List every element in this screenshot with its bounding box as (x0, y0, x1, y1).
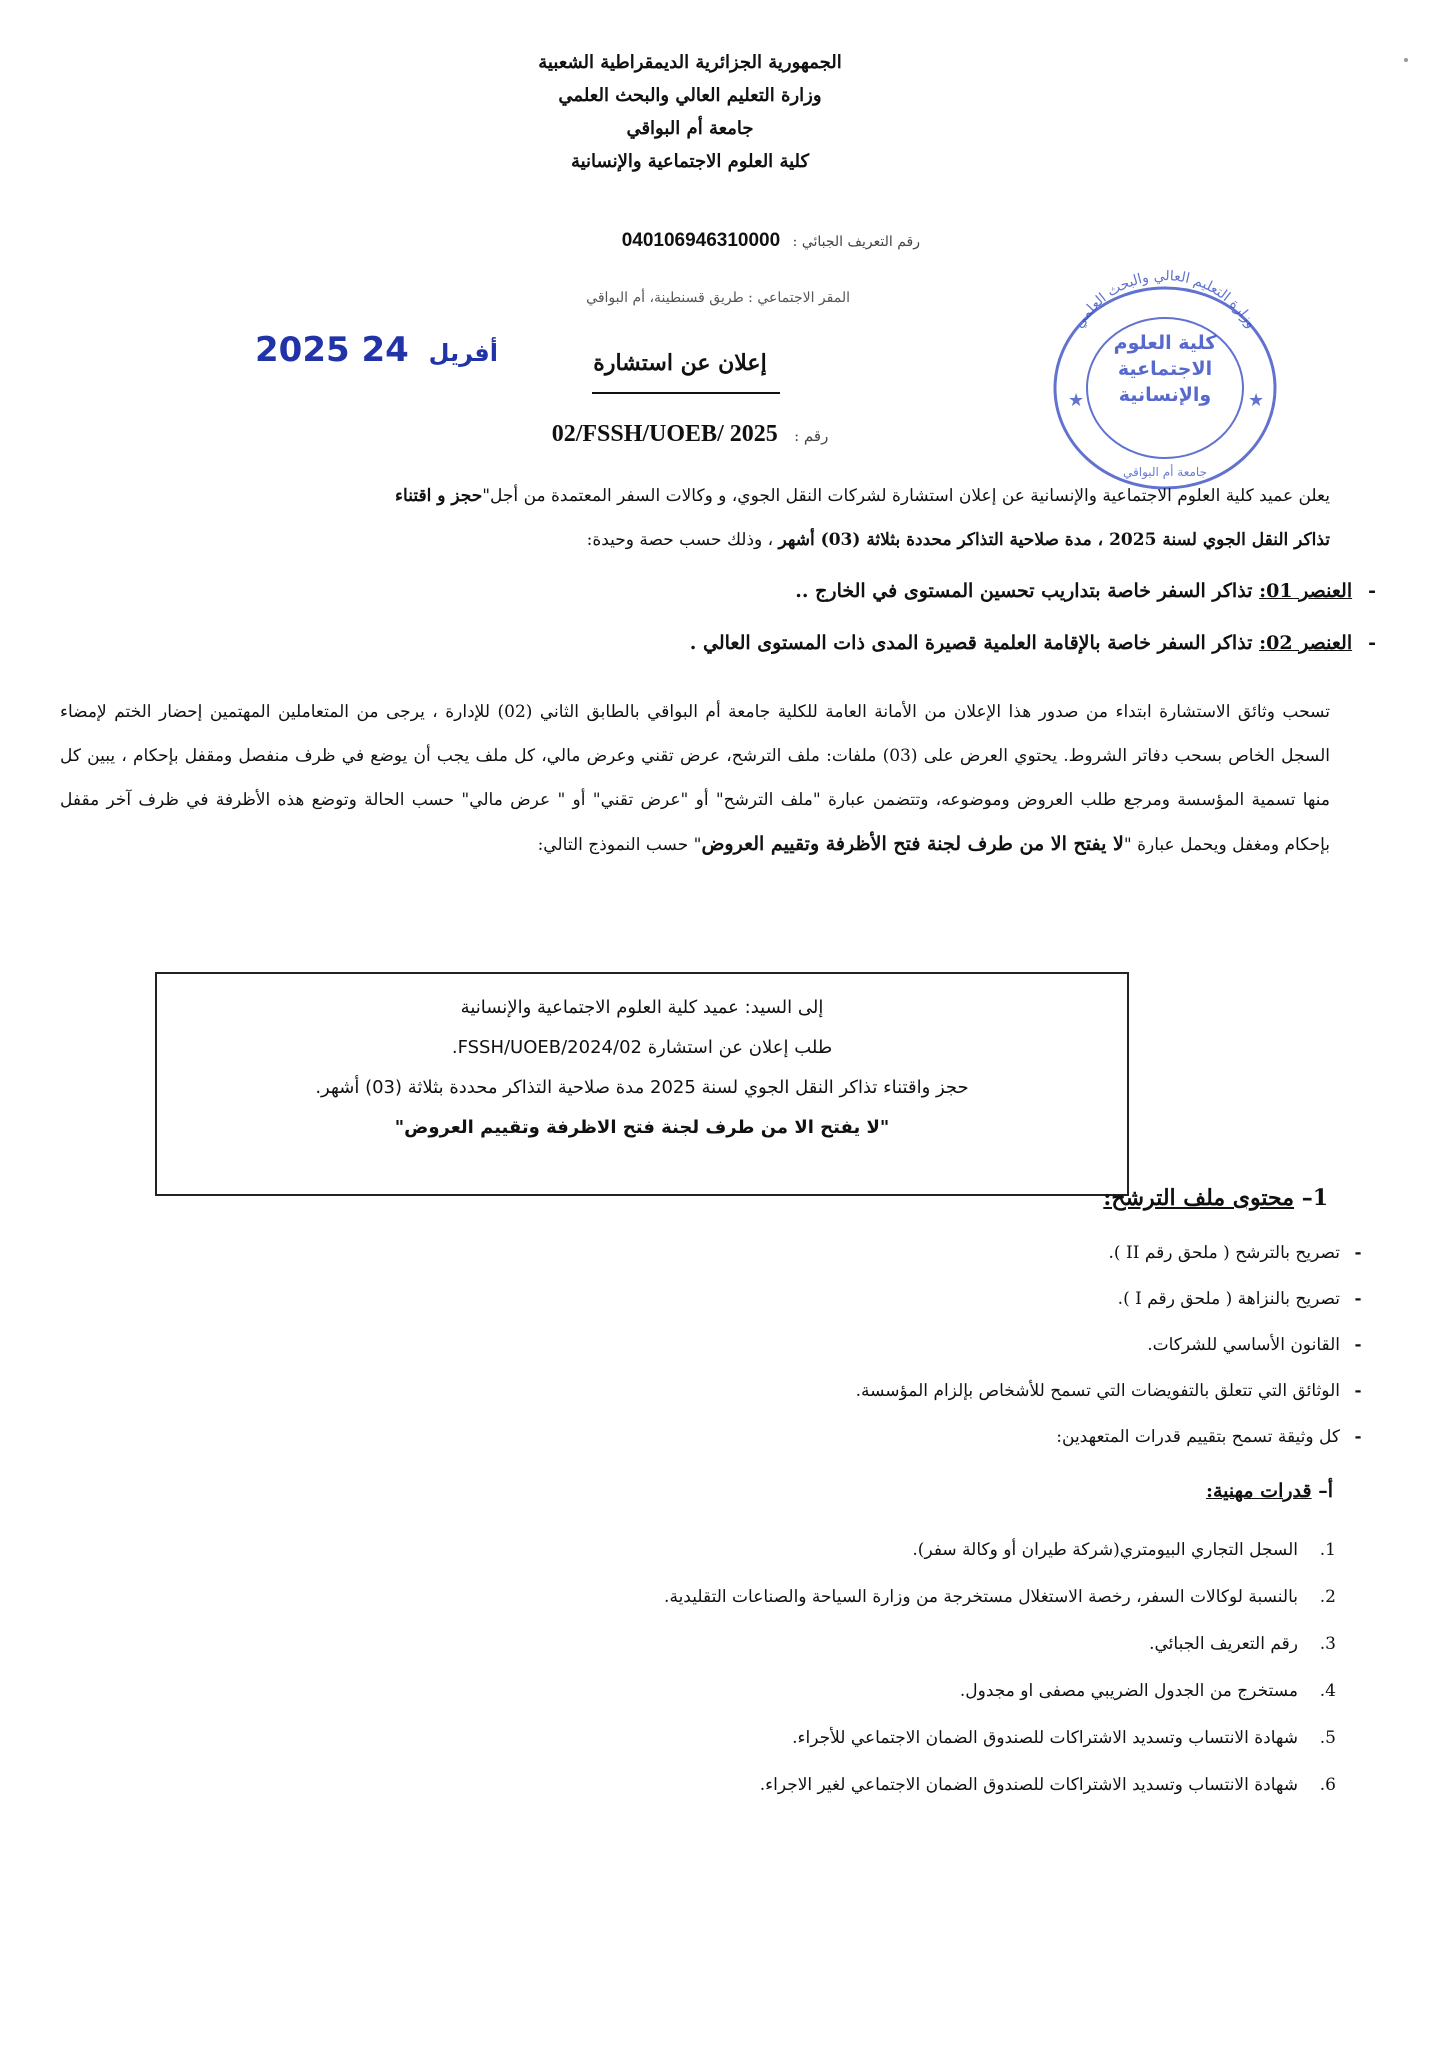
intro-bold: تذاكر النقل الجوي لسنة 2025 ، مدة صلاحية التذاكر محددة بثلاثة (03) أشهر (778, 530, 1330, 550)
tax-id-line (500, 230, 920, 252)
numbered-item: 2.بالنسبة لوكالات السفر، رخصة الاستغلال مستخرجة من وزارة السياحة والصناعات التقليدية. (664, 1587, 1336, 1607)
lot-label: العنصر 01: (1259, 580, 1353, 602)
section-number: 1– (1301, 1185, 1328, 1211)
svg-text:★: ★ (1068, 390, 1085, 411)
envelope-warning: "لا يفتح الا من طرف لجنة فتح الاظرفة وتقييم العروض" (394, 1117, 890, 1138)
scan-speck (1404, 58, 1408, 62)
title-underline (592, 392, 780, 394)
date-year: 2025 (255, 330, 350, 370)
envelope-subject: حجز واقتناء تذاكر النقل الجوي لسنة 2025 مدة صلاحية التذاكر محددة بثلاثة (03) أشهر. (315, 1077, 969, 1098)
svg-text:وزارة التعليم العالي والبحث ال (1071, 270, 1259, 331)
subsection-title: قدرات مهنية: (1205, 1480, 1312, 1502)
headquarters-line: المقر الاجتماعي : طريق قسنطينة، أم البواقي (586, 290, 850, 306)
stamp-bottom-text: جامعة أم البواقي (1123, 465, 1207, 479)
professional-capacity-list (136, 1527, 1336, 1809)
numbered-item: 1.السجل التجاري البيومتري(شركة طيران أو وكالة سفر). (912, 1540, 1336, 1560)
section-title: محتوى ملف الترشح: (1103, 1185, 1295, 1211)
list-item: -تصريح بالنزاهة ( ملحق رقم I ). (1117, 1289, 1362, 1309)
lot-item: -العنصر 01: تذاكر السفر خاصة بتداريب تحسين المستوى في الخارج .. (795, 580, 1376, 602)
numbered-item: 3.رقم التعريف الجبائي. (1149, 1634, 1336, 1654)
intro-text: ، وذلك حسب حصة وحيدة: (586, 530, 774, 550)
intro-bold: حجز و اقتناء (395, 486, 483, 506)
date-month: أفريل (428, 339, 498, 367)
reference-label: رقم : (794, 427, 829, 445)
candidacy-file-list (126, 1230, 1376, 1460)
letterhead-line: جامعة أم البواقي (626, 118, 754, 139)
stamp-inner-text: كلية العلوم الاجتماعية والإنسانية (1113, 332, 1217, 406)
official-stamp (1040, 270, 1290, 500)
envelope-model-box (155, 972, 1129, 1196)
lot-label: العنصر 02: (1259, 632, 1353, 654)
list-item: -القانون الأساسي للشركات. (1147, 1335, 1362, 1355)
lot-text: تذاكر السفر خاصة بتداريب تحسين المستوى في الخارج .. (795, 580, 1253, 602)
intro-text: يعلن عميد كلية العلوم الاجتماعية والإنسانية عن إعلان استشارة لشركات النقل الجوي، و وكالات السفر المعتمدة من أجل" (482, 486, 1330, 506)
numbered-item: 6.شهادة الانتساب وتسديد الاشتراكات للصندوق الضمان الاجتماعي لغير الاجراء. (759, 1775, 1336, 1795)
page-title: إعلان عن استشارة (593, 350, 767, 376)
letterhead-line: وزارة التعليم العالي والبحث العلمي (558, 85, 822, 106)
intro-line-1 (60, 484, 1330, 508)
instructions-end: " حسب النموذج التالي: (537, 835, 702, 855)
envelope-to: إلى السيد: عميد كلية العلوم الاجتماعية والإنسانية (460, 997, 824, 1018)
instructions-bold: لا يفتح الا من طرف لجنة فتح الأظرفة وتقييم العروض (701, 833, 1124, 855)
lot-text: تذاكر السفر خاصة بالإقامة العلمية قصيرة المدى ذات المستوى العالي . (689, 632, 1253, 654)
subsection-heading (1206, 1480, 1333, 1502)
reference-line (490, 418, 890, 448)
envelope-request: طلب إعلان عن استشارة 02/FSSH/UOEB/2024. (451, 1037, 833, 1058)
date-day: 24 (361, 330, 409, 370)
lot-item: -العنصر 02: تذاكر السفر خاصة بالإقامة العلمية قصيرة المدى ذات المستوى العالي . (689, 632, 1376, 654)
subsection-letter: أ– (1318, 1480, 1333, 1502)
numbered-item: 5.شهادة الانتساب وتسديد الاشتراكات للصندوق الضمان الاجتماعي للأجراء. (792, 1728, 1336, 1748)
section-heading (1103, 1185, 1328, 1211)
instructions-text: تسحب وثائق الاستشارة ابتداء من صدور هذا الإعلان من الأمانة العامة للكلية جامعة أم البواقي بالطابق الثاني (02) للإدارة ، يرجى من المتعاملين المهتمين إحضار الختم لإمضاء السجل الخاص بسحب دفاتر الشروط. يحتوي العرض على (03) ملفات: ملف الترشح، عرض تقني وعرض مالي، كل ملف يجب أن يوضع في ظرف منفصل ومقفل بإحكام ، يبين كل منها تسمية المؤسسة ومرجع طلب العروض وموضوعه، وتتضمن عبارة "ملف الترشح" أو "عرض تقني" أو " عرض مالي" حسب الحالة وتوضع هذه الأظرفة في ظرف آخر مقفل بإحكام ومغفل ويحمل عبارة " (60, 702, 1330, 855)
reference-code: 02/FSSH/UOEB/ 2025 (551, 421, 778, 447)
intro-line-2 (60, 528, 1330, 552)
letterhead-line: الجمهورية الجزائرية الديمقراطية الشعبية (538, 52, 842, 73)
letterhead-line: كلية العلوم الاجتماعية والإنسانية (570, 151, 810, 172)
list-item: -الوثائق التي تتعلق بالتفويضات التي تسمح للأشخاص بإلزام المؤسسة. (855, 1381, 1362, 1401)
tax-id-number: 040106946310000 (621, 230, 781, 251)
instructions-paragraph (60, 690, 1330, 867)
letterhead (480, 48, 900, 180)
list-item: -كل وثيقة تسمح بتقييم قدرات المتعهدين: (1056, 1427, 1362, 1447)
svg-text:★: ★ (1248, 390, 1265, 411)
list-item: -تصريح بالترشح ( ملحق رقم II ). (1108, 1243, 1362, 1263)
numbered-item: 4.مستخرج من الجدول الضريبي مصفى او مجدول. (959, 1681, 1336, 1701)
tax-id-label: رقم التعريف الجبائي : (792, 234, 920, 250)
stamp-outer-text: وزارة التعليم العالي والبحث العلمي (1071, 270, 1259, 332)
handwritten-date (255, 330, 506, 370)
